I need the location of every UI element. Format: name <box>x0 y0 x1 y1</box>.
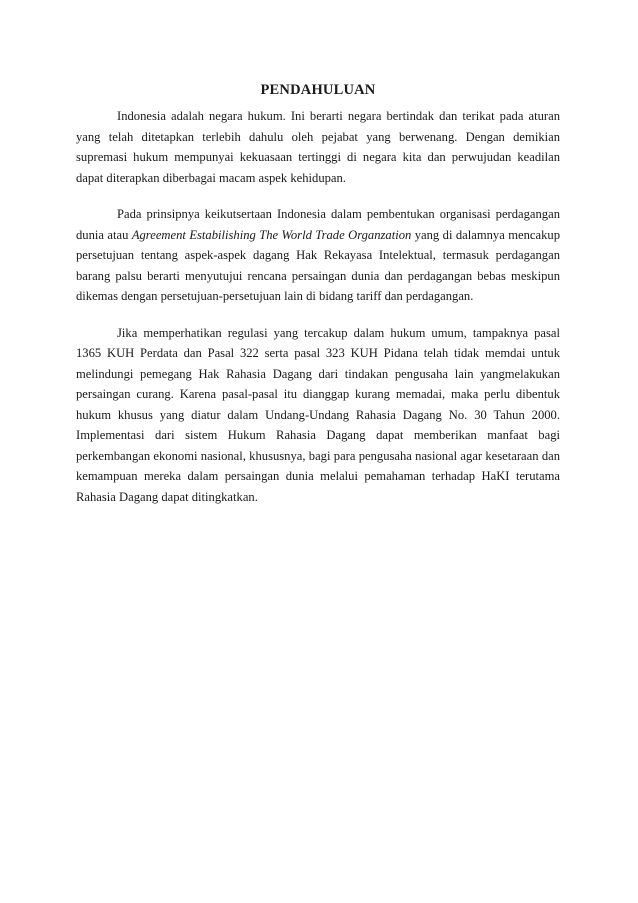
paragraph-2-text-end: yang di dalamnya mencakup persetujuan tentang aspek-aspek dagang Hak Rekayasa Intelektual, termasuk perdagangan barang palsu berarti menyutujui rencana persaingan dunia dan perdagangan bebas meskipun dikemas dengan persetujuan-persetujuan lain di bidang tariff dan perdagangan. <box>76 227 560 303</box>
paragraph-2-italic-agreement-title: Agreement Estabilishing The World Trade Organzation <box>131 227 412 242</box>
document-title: PENDAHULUAN <box>260 82 376 98</box>
paragraph-3 <box>76 323 560 508</box>
document-body <box>76 80 560 523</box>
paragraph-2 <box>76 204 560 307</box>
paragraph-1-text: Indonesia adalah negara hukum. Ini berarti negara bertindak dan terikat pada aturan yang telah ditetapkan terlebih dahulu oleh pejabat yang berwenang. Dengan demikian supremasi hukum mempunyai kekuasaan tertinggi di negara kita dan perwujudan keadilan dapat diterapkan diberbagai macam aspek kehidupan. <box>76 109 560 185</box>
paragraph-3-text: Jika memperhatikan regulasi yang tercakup dalam hukum umum, tampaknya pasal 1365 KUH Perdata dan Pasal 322 serta pasal 323 KUH Pidana telah tidak memdai untuk melindungi pemegang Hak Rahasia Dagang dari tindakan pengusaha lain yangmelakukan persaingan curang. Karena pasal-pasal itu dianggap kurang memadai, maka perlu dibentuk hukum khusus yang diatur dalam Undang-Undang Rahasia Dagang No. 30 Tahun 2000. Implementasi dari sistem Hukum Rahasia Dagang dapat memberikan manfaat bagi perkembangan ekonomi nasional, khususnya, bagi para pengusaha nasional agar kesetaraan dan kemampuan mereka dalam persaingan dunia melalui pemahaman terhadap HaKI terutama Rahasia Dagang dapat ditingkatkan. <box>76 325 560 504</box>
paragraph-1 <box>76 106 560 188</box>
paragraph-2-text-start: Pada prinsipnya keikutsertaan Indonesia dalam pembentukan organisasi perdagangan dunia atau <box>76 207 560 242</box>
